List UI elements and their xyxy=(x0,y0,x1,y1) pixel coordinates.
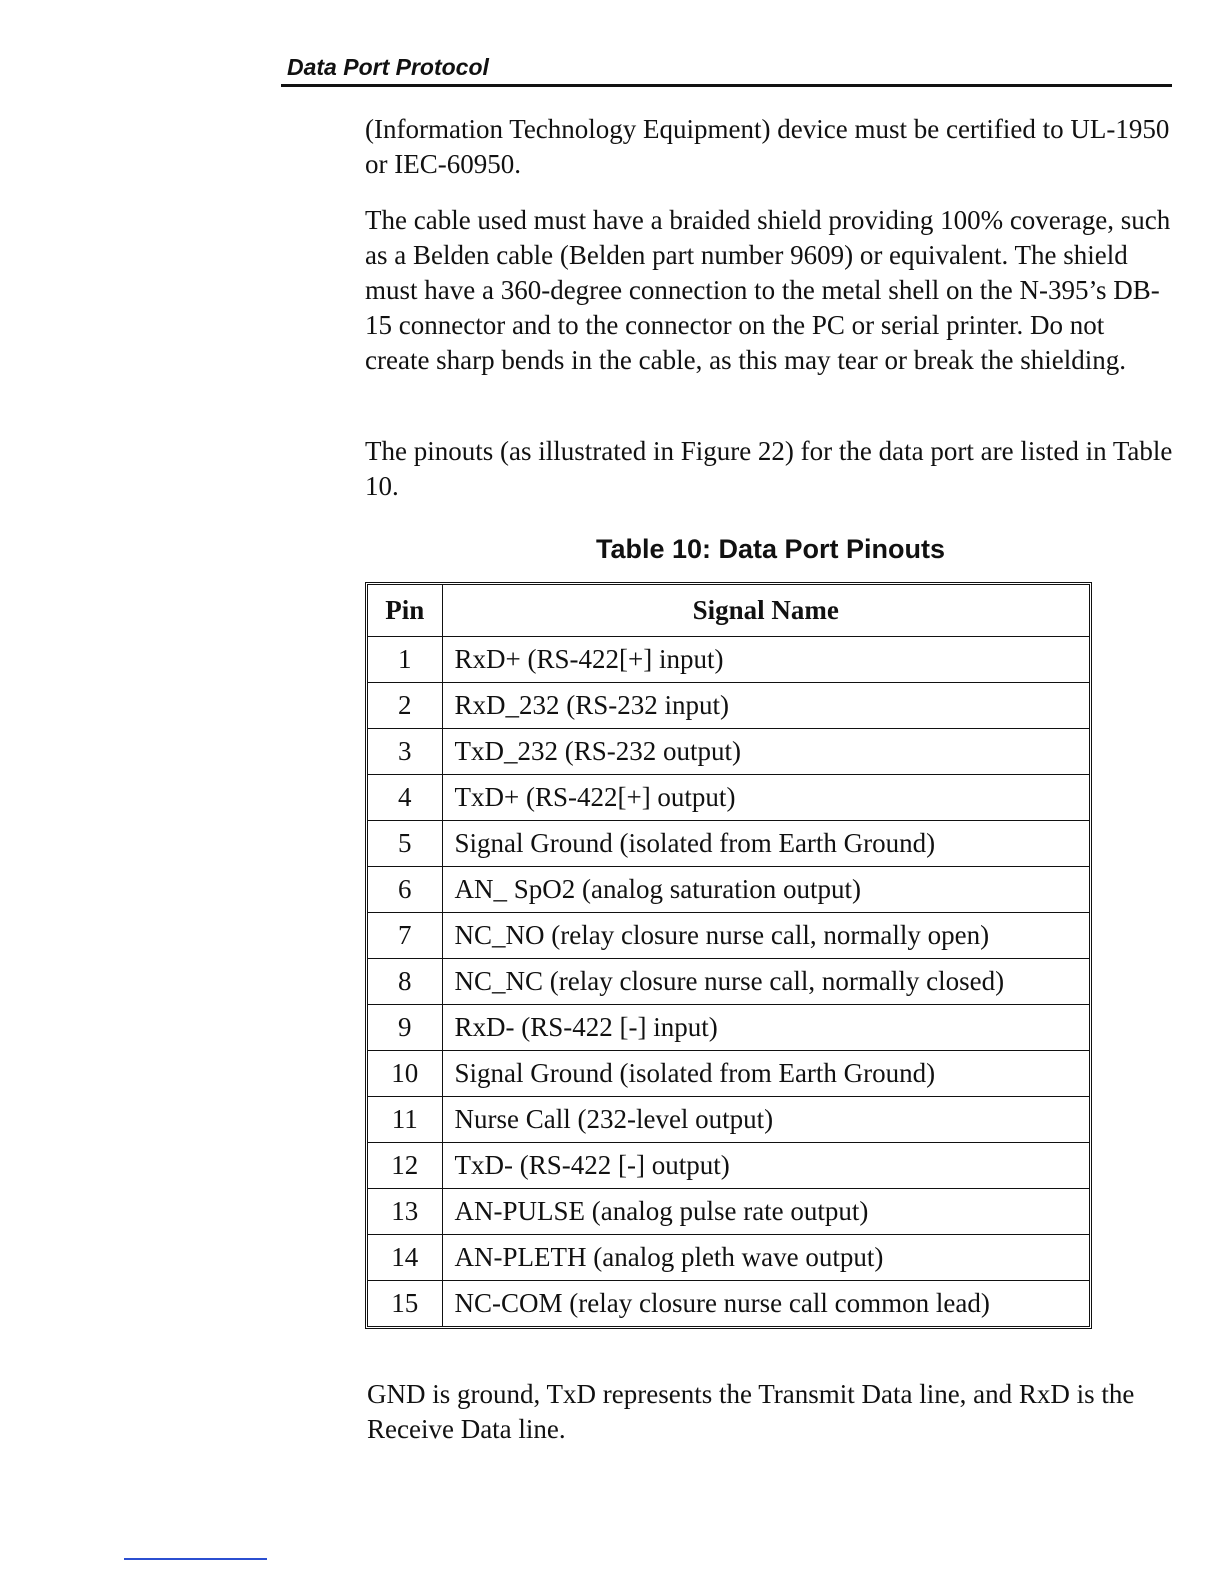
table-row xyxy=(368,866,1089,912)
table-row xyxy=(368,912,1089,958)
signal-cell: TxD- (RS-422 [-] output) xyxy=(442,1142,1089,1188)
table-row xyxy=(368,1096,1089,1142)
table-caption: Table 10: Data Port Pinouts xyxy=(595,534,946,564)
paragraph-pinouts-intro: The pinouts (as illustrated in Figure 22) for the data port are listed in Table 10. xyxy=(365,436,1173,501)
signal-cell: AN-PULSE (analog pulse rate output) xyxy=(442,1188,1089,1234)
table-row xyxy=(368,682,1089,728)
table-row xyxy=(368,1234,1089,1280)
pin-cell: 15 xyxy=(368,1280,442,1326)
header-divider xyxy=(281,84,1172,87)
signal-cell: Signal Ground (isolated from Earth Ground) xyxy=(442,1050,1089,1096)
table-row xyxy=(368,636,1089,682)
signal-column-header: Signal Name xyxy=(442,585,1089,636)
pin-cell: 11 xyxy=(368,1096,442,1142)
signal-cell: NC_NO (relay closure nurse call, normally open) xyxy=(442,912,1089,958)
pin-cell: 5 xyxy=(368,820,442,866)
pin-cell: 4 xyxy=(368,774,442,820)
table-row xyxy=(368,728,1089,774)
table-row xyxy=(368,774,1089,820)
signal-cell: TxD+ (RS-422[+] output) xyxy=(442,774,1089,820)
pinout-table xyxy=(368,585,1089,1326)
pin-cell: 6 xyxy=(368,866,442,912)
pin-cell: 10 xyxy=(368,1050,442,1096)
signal-cell: TxD_232 (RS-232 output) xyxy=(442,728,1089,774)
signal-cell: RxD+ (RS-422[+] input) xyxy=(442,636,1089,682)
table-row xyxy=(368,1280,1089,1326)
pin-cell: 1 xyxy=(368,636,442,682)
pin-cell: 12 xyxy=(368,1142,442,1188)
table-header-row xyxy=(368,585,1089,636)
table-row xyxy=(368,1142,1089,1188)
signal-cell: AN_ SpO2 (analog saturation output) xyxy=(442,866,1089,912)
signal-cell: Signal Ground (isolated from Earth Ground) xyxy=(442,820,1089,866)
paragraph-certification: (Information Technology Equipment) device must be certified to UL-1950 or IEC-60950. xyxy=(365,114,1170,179)
signal-cell: RxD- (RS-422 [-] input) xyxy=(442,1004,1089,1050)
table-row xyxy=(368,1004,1089,1050)
signal-cell: NC_NC (relay closure nurse call, normally closed) xyxy=(442,958,1089,1004)
table-row xyxy=(368,958,1089,1004)
footer-divider xyxy=(124,1558,267,1560)
page-header xyxy=(281,52,1172,87)
paragraph-cable-shielding: The cable used must have a braided shield providing 100% coverage, such as a Belden cable (Belden part number 9609) or equivalent. The shield must have a 360-degree connection to the metal shell on the N-395’s DB-15 connector and to the connector on the PC or serial printer. Do not create sharp bends in the cable, as this may tear or break the shielding. xyxy=(365,205,1171,375)
pin-cell: 2 xyxy=(368,682,442,728)
signal-cell: RxD_232 (RS-232 input) xyxy=(442,682,1089,728)
pinout-table-frame xyxy=(365,582,1092,1329)
signal-cell: Nurse Call (232-level output) xyxy=(442,1096,1089,1142)
pin-cell: 13 xyxy=(368,1188,442,1234)
pin-column-header: Pin xyxy=(368,585,442,636)
pin-cell: 3 xyxy=(368,728,442,774)
pin-cell: 14 xyxy=(368,1234,442,1280)
pin-cell: 8 xyxy=(368,958,442,1004)
table-row xyxy=(368,820,1089,866)
pin-cell: 7 xyxy=(368,912,442,958)
signal-cell: AN-PLETH (analog pleth wave output) xyxy=(442,1234,1089,1280)
pin-cell: 9 xyxy=(368,1004,442,1050)
table-footnote: GND is ground, TxD represents the Transmit Data line, and RxD is the Receive Data line. xyxy=(367,1379,1135,1444)
section-title: Data Port Protocol xyxy=(287,54,489,80)
table-row xyxy=(368,1050,1089,1096)
table-row xyxy=(368,1188,1089,1234)
signal-cell: NC-COM (relay closure nurse call common lead) xyxy=(442,1280,1089,1326)
